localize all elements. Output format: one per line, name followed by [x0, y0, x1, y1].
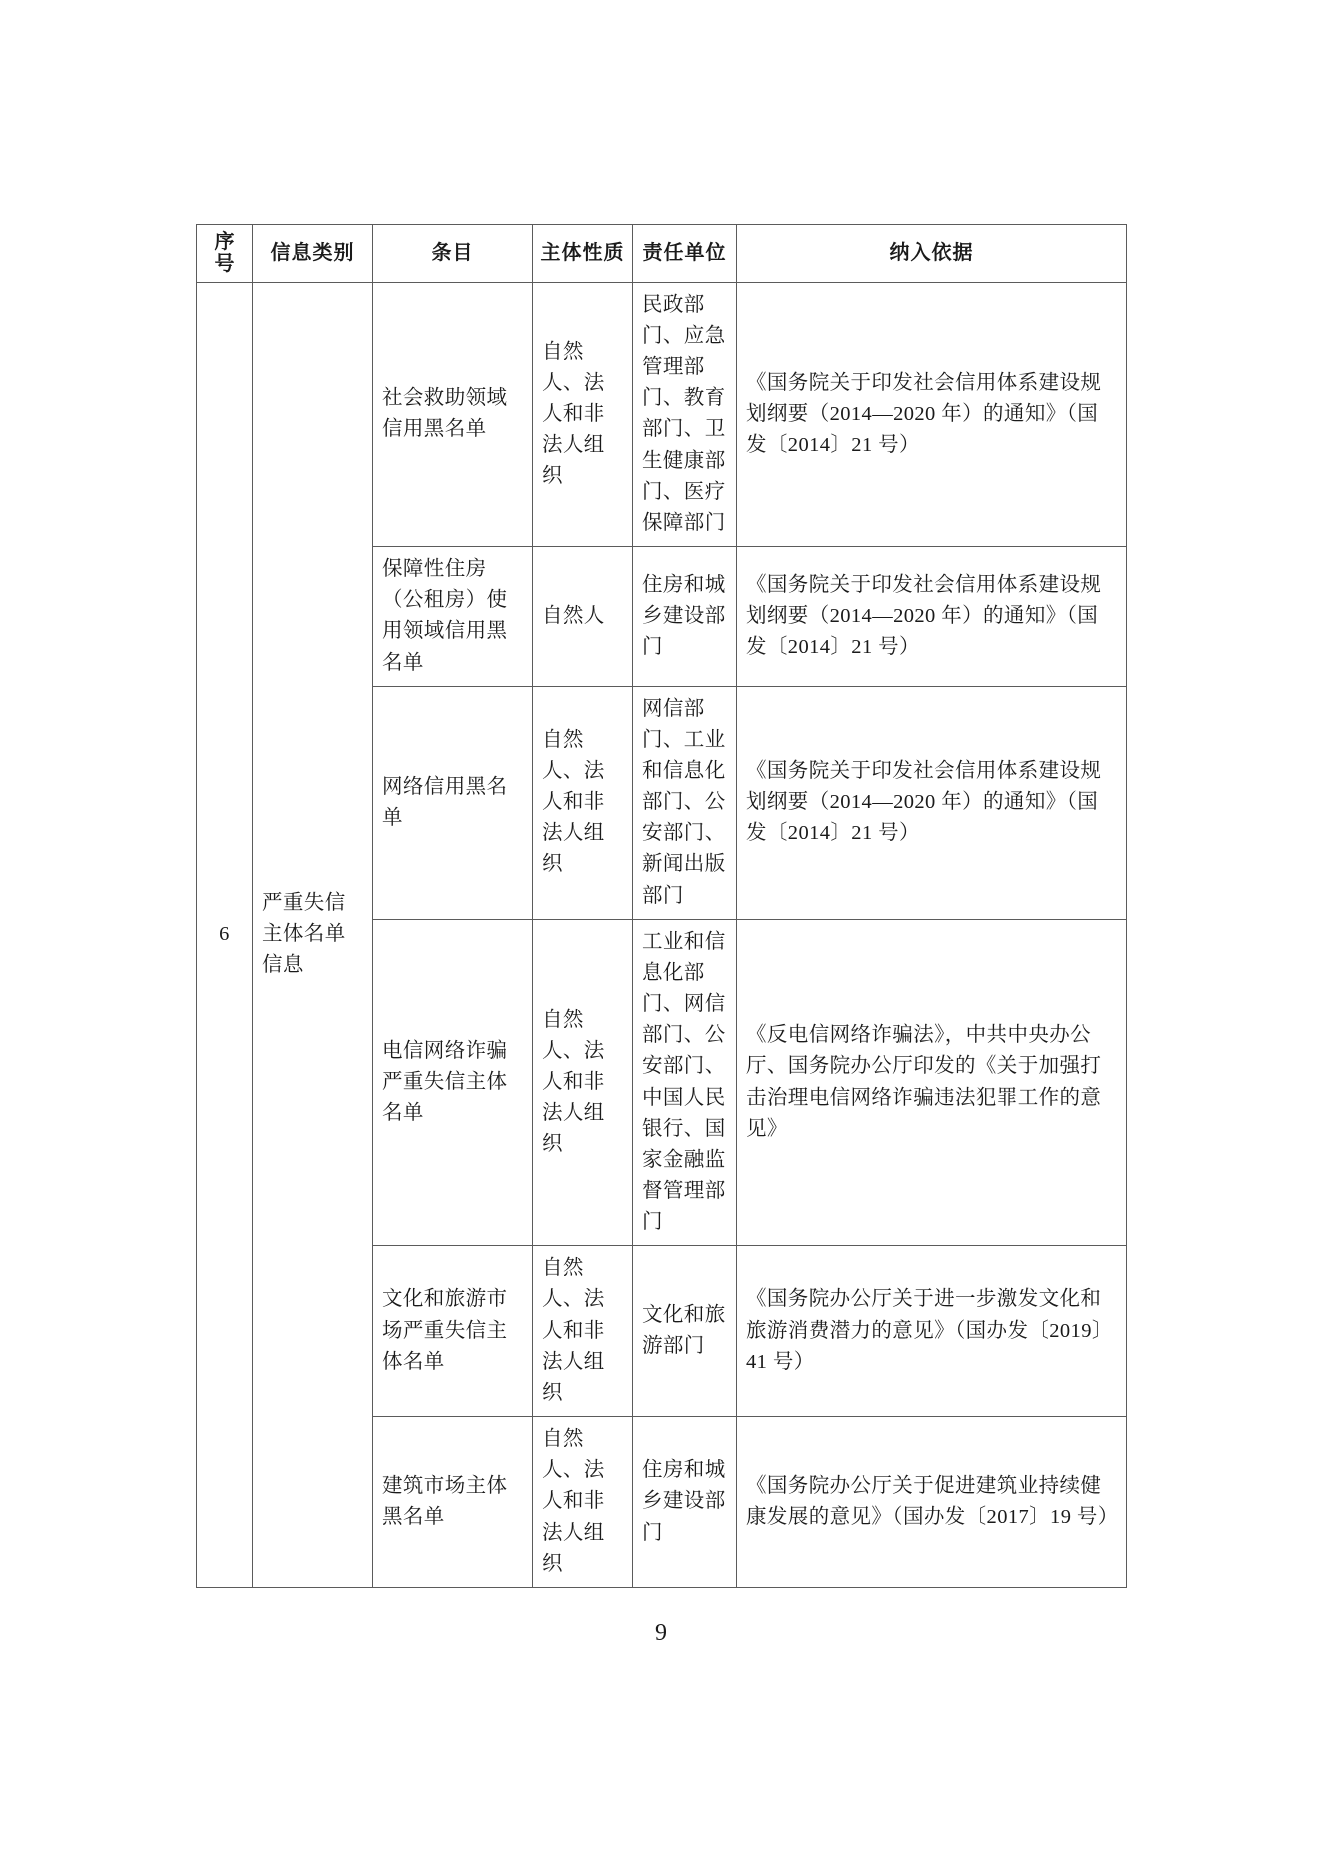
cell-subject-nature: 自然人、法人和非法人组织	[533, 686, 633, 919]
column-header-item: 条目	[373, 225, 533, 283]
cell-sequence-number: 6	[197, 282, 253, 1587]
table-container	[196, 224, 1126, 1588]
cell-item: 网络信用黑名单	[373, 686, 533, 919]
cell-inclusion-basis: 《国务院办公厅关于促进建筑业持续健康发展的意见》（国办发〔2017〕19 号）	[737, 1417, 1127, 1588]
column-header-seq	[197, 225, 253, 283]
cell-inclusion-basis: 《反电信网络诈骗法》，中共中央办公厅、国务院办公厅印发的《关于加强打击治理电信网络诈骗违法犯罪工作的意见》	[737, 919, 1127, 1246]
table-header	[197, 225, 1127, 283]
table-header-row	[197, 225, 1127, 283]
credit-blacklist-table	[196, 224, 1127, 1588]
cell-item: 建筑市场主体黑名单	[373, 1417, 533, 1588]
cell-item: 电信网络诈骗严重失信主体名单	[373, 919, 533, 1246]
cell-inclusion-basis: 《国务院关于印发社会信用体系建设规划纲要（2014—2020 年）的通知》（国发〔2014〕21 号）	[737, 282, 1127, 546]
column-header-seq-line1: 序	[214, 231, 235, 253]
column-header-nature: 主体性质	[533, 225, 633, 283]
page-number: 9	[655, 1620, 667, 1646]
table-row	[197, 282, 1127, 546]
cell-responsible-unit: 民政部门、应急管理部门、教育部门、卫生健康部门、医疗保障部门	[633, 282, 737, 546]
cell-responsible-unit: 工业和信息化部门、网信部门、公安部门、中国人民银行、国家金融监督管理部门	[633, 919, 737, 1246]
cell-subject-nature: 自然人、法人和非法人组织	[533, 282, 633, 546]
cell-responsible-unit: 网信部门、工业和信息化部门、公安部门、新闻出版部门	[633, 686, 737, 919]
column-header-category: 信息类别	[253, 225, 373, 283]
column-header-seq-line2: 号	[214, 253, 235, 276]
cell-item: 文化和旅游市场严重失信主体名单	[373, 1246, 533, 1417]
table-body	[197, 282, 1127, 1587]
cell-information-category: 严重失信主体名单信息	[253, 282, 373, 1587]
column-header-basis: 纳入依据	[737, 225, 1127, 283]
cell-inclusion-basis: 《国务院关于印发社会信用体系建设规划纲要（2014—2020 年）的通知》（国发〔2014〕21 号）	[737, 686, 1127, 919]
cell-subject-nature: 自然人、法人和非法人组织	[533, 919, 633, 1246]
column-header-unit: 责任单位	[633, 225, 737, 283]
cell-subject-nature: 自然人	[533, 547, 633, 687]
cell-item: 社会救助领域信用黑名单	[373, 282, 533, 546]
cell-responsible-unit: 住房和城乡建设部门	[633, 547, 737, 687]
cell-inclusion-basis: 《国务院关于印发社会信用体系建设规划纲要（2014—2020 年）的通知》（国发〔2014〕21 号）	[737, 547, 1127, 687]
cell-item: 保障性住房（公租房）使用领域信用黑名单	[373, 547, 533, 687]
cell-responsible-unit: 住房和城乡建设部门	[633, 1417, 737, 1588]
cell-responsible-unit: 文化和旅游部门	[633, 1246, 737, 1417]
cell-subject-nature: 自然人、法人和非法人组织	[533, 1246, 633, 1417]
cell-subject-nature: 自然人、法人和非法人组织	[533, 1417, 633, 1588]
cell-inclusion-basis: 《国务院办公厅关于进一步激发文化和旅游消费潜力的意见》（国办发〔2019〕41 号）	[737, 1246, 1127, 1417]
